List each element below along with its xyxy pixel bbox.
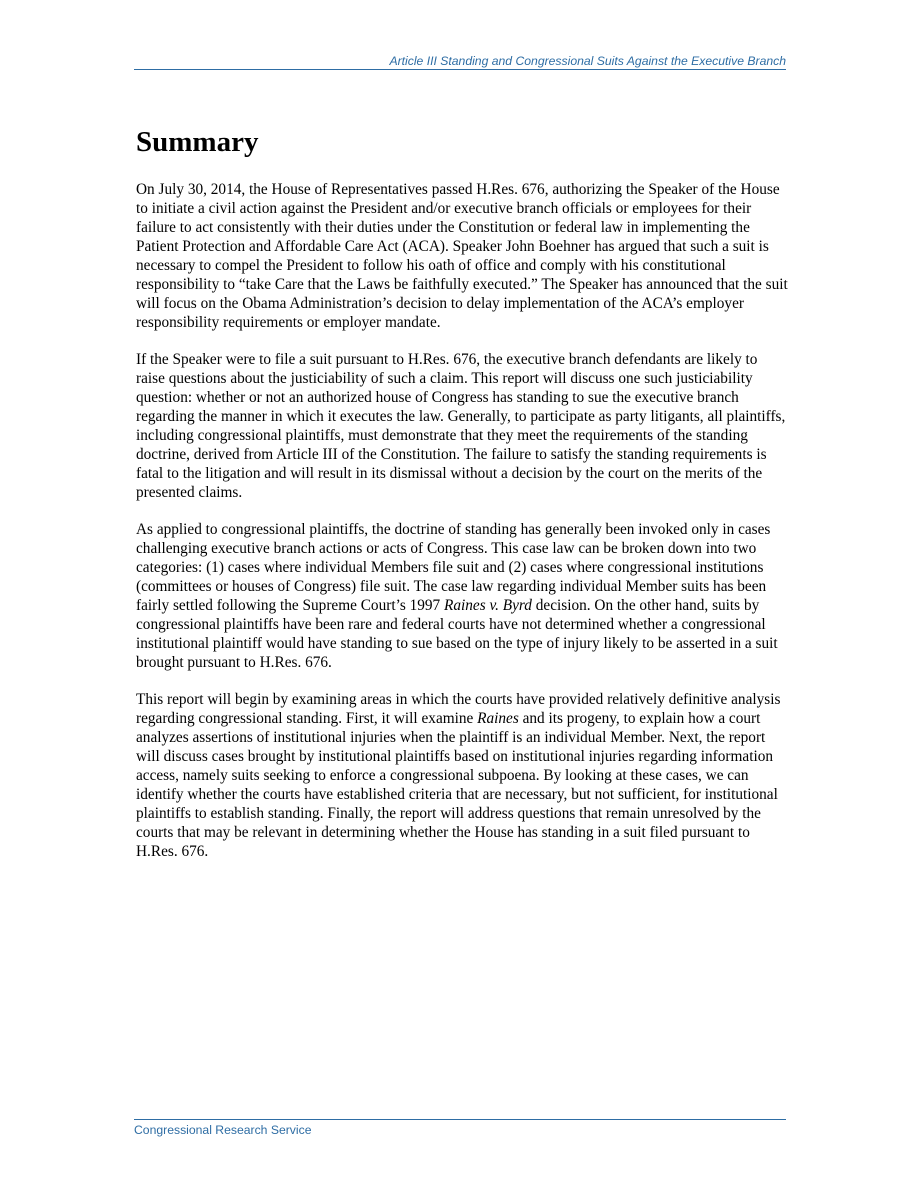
paragraph-3-text-b: decision. On the other hand, suits by congressional plaintiffs have been rare and federal courts have not determined whether a congressional institutional plaintiff would have standing to sue based on the type of injury likely to be asserted in a suit brought pursuant to H.Res. 676. (136, 597, 778, 671)
paragraph-2: If the Speaker were to file a suit pursuant to H.Res. 676, the executive branch defendants are likely to raise questions about the justiciability of such a claim. This report will discuss one such justiciability question: whether or not an authorized house of Congress has standing to sue the executive branch regarding the manner in which it executes the law. Generally, to participate as party litigants, all plaintiffs, including congressional plaintiffs, must demonstrate that they meet the requirements of the standing doctrine, derived from Article III of the Constitution. The failure to satisfy the standing requirements is fatal to the litigation and will result in its dismissal without a decision by the court on the merits of the presented claims. (136, 351, 786, 501)
paragraph-1: On July 30, 2014, the House of Representatives passed H.Res. 676, authorizing the Speaker of the House to initiate a civil action against the President and/or executive branch officials or employees for their failure to act consistently with their duties under the Constitution or federal law in implementing the Patient Protection and Affordable Care Act (ACA). Speaker John Boehner has argued that such a suit is necessary to compel the President to follow his oath of office and comply with his constitutional responsibility to “take Care that the Laws be faithfully executed.” The Speaker has announced that the suit will focus on the Obama Administration’s decision to delay implementation of the ACA’s employer responsibility requirements or employer mandate. (136, 181, 788, 331)
paragraph-3 (136, 520, 788, 672)
paragraph-4 (136, 690, 788, 861)
document-body (136, 122, 788, 879)
page-footer (134, 1119, 786, 1138)
paragraph-4-text-b: and its progeny, to explain how a court analyzes assertions of institutional injuries when the plaintiff is an individual Member. Next, the report will discuss cases brought by institutional plaintiffs based on institutional injuries regarding information access, namely suits seeking to enforce a congressional subpoena. By looking at these cases, we can identify whether the courts have established criteria that are necessary, but not sufficient, for institutional plaintiffs to establish standing. Finally, the report will address questions that remain unresolved by the courts that may be relevant in determining whether the House has standing in a suit filed pursuant to H.Res. 676. (136, 710, 778, 860)
running-header-title: Article III Standing and Congressional Suits Against the Executive Branch (389, 54, 786, 68)
footer-source: Congressional Research Service (134, 1123, 312, 1137)
section-heading: Summary (136, 126, 259, 158)
paragraph-4-text-a: This report will begin by examining areas in which the courts have provided relatively definitive analysis regarding congressional standing. First, it will examine (136, 691, 781, 727)
case-name-raines: Raines (477, 710, 519, 727)
running-header (134, 54, 786, 70)
paragraph-3-text-a: As applied to congressional plaintiffs, the doctrine of standing has generally been invoked only in cases challenging executive branch actions or acts of Congress. This case law can be broken down into two categories: (1) cases where individual Members file suit and (2) cases where congressional institutions (committees or houses of Congress) file suit. The case law regarding individual Member suits has been fairly settled following the Supreme Court’s 1997 (136, 521, 771, 614)
case-name-raines-v-byrd: Raines v. Byrd (444, 597, 532, 614)
